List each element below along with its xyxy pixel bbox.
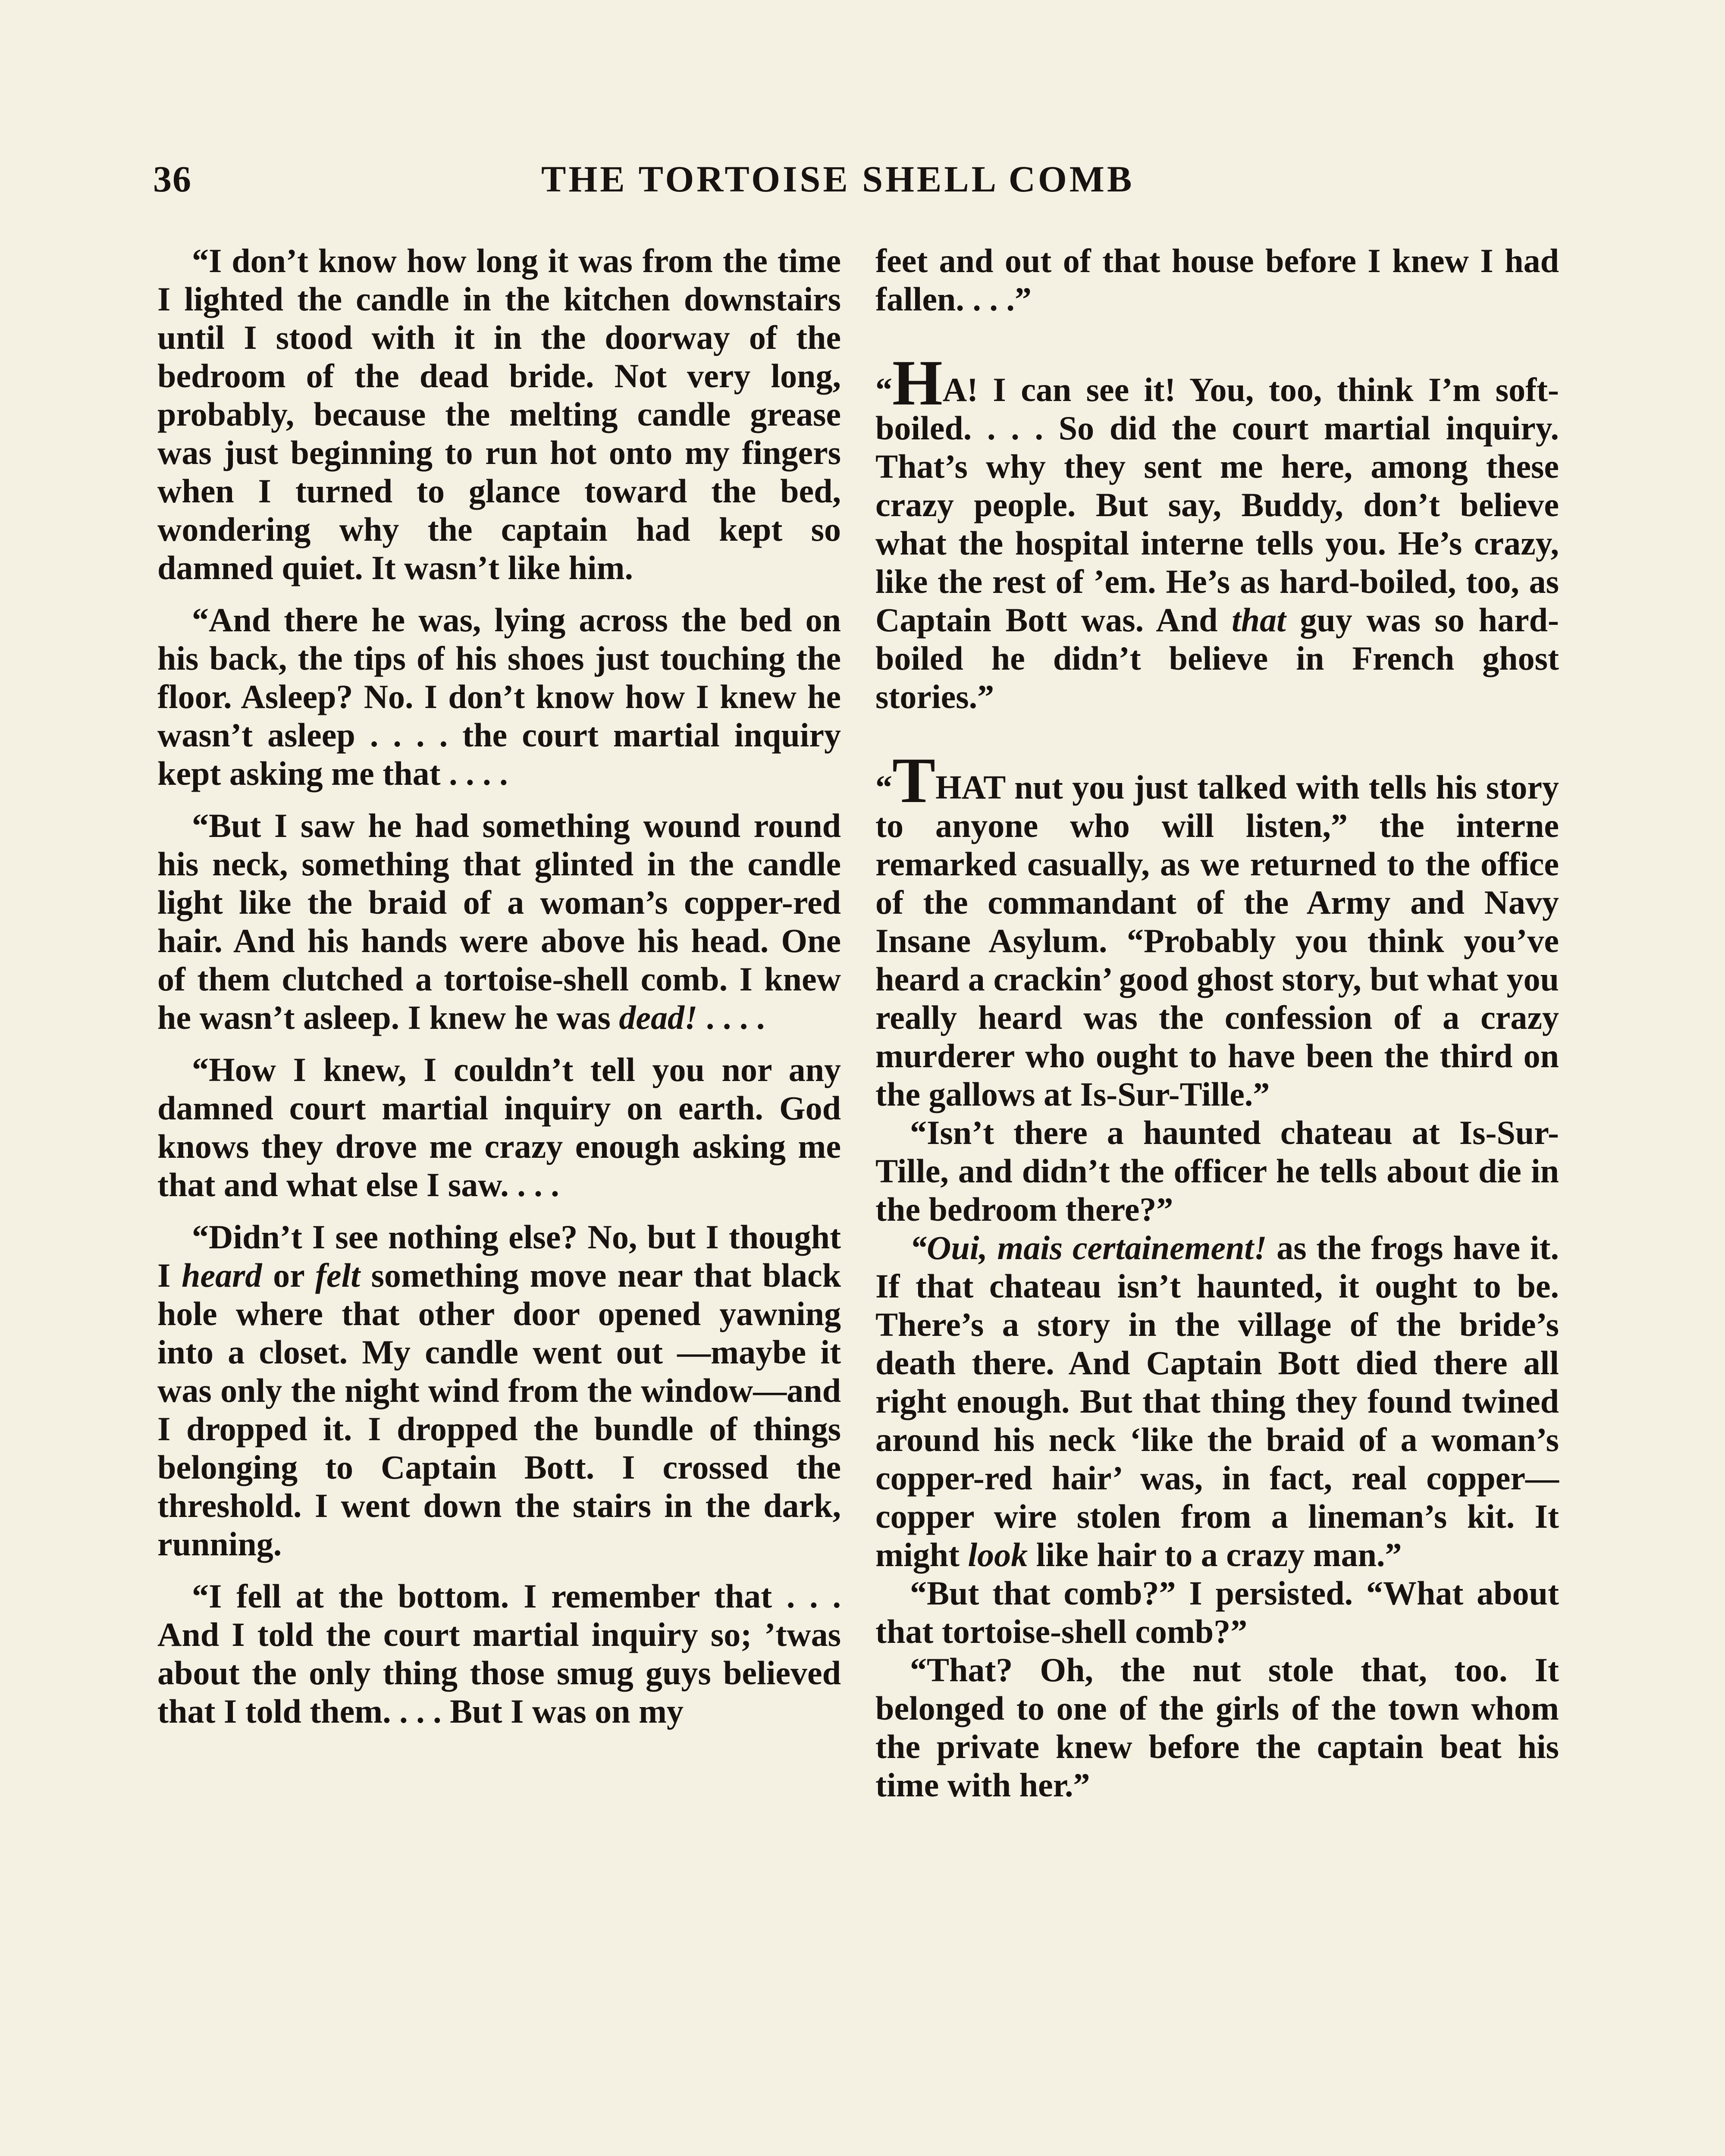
left-column: [157, 241, 841, 1730]
italic-text: that: [1232, 601, 1286, 639]
paragraph: “And there he was, lying across the bed on his back, the tips of his shoes just touching the floor. Asleep? No. I don’t know how I knew he wasn’t asleep . . . . the court martial inquiry kept asking me that . . . .: [157, 601, 841, 792]
drop-cap: T: [892, 745, 936, 816]
paragraph-text: “Didn’t I see nothing else? No, but I thought I: [157, 1218, 841, 1294]
running-title: THE TORTOISE SHELL COMB: [541, 158, 1135, 200]
paragraph-text: as the frogs have it. If that chateau isn’t haunted, it ought to be. There’s a story in the village of the bride’s death there. And Captain Bott died there all right enough. But that thing they found twined around his neck ‘like the braid of a woman’s copper-red hair’ was, in fact, real copper—copper wire stolen from a lineman’s kit. It might: [875, 1229, 1559, 1573]
paragraph: [875, 1228, 1559, 1574]
paragraph-text: something move near that black hole where that other door opened yawning into a closet. My candle went out —maybe it was only the night wind from the window—and I dropped it. I dropped the bundle of things belonging to Captain Bott. I crossed the threshold. I went down the stairs in the dark, running.: [157, 1257, 841, 1563]
italic-text: felt: [315, 1257, 360, 1294]
italic-text: heard: [182, 1257, 262, 1294]
paragraph-text: A! I can see it! You, too, think I’m soft-boiled. . . . So did the court martial inquiry. That’s why they sent me here, among these crazy people. But say, Buddy, don’t believe what the hospital interne tells you. He’s crazy, like the rest of ’em. He’s as hard-boiled, too, as Captain Bott was. And: [875, 371, 1559, 639]
paragraph-text: . . . .: [697, 999, 765, 1036]
paragraph: “Isn’t there a haunted chateau at Is-Sur-Tille, and didn’t the officer he tells about die in the bedroom there?”: [875, 1114, 1559, 1228]
right-column: [875, 241, 1559, 1804]
italic-text: dead!: [619, 999, 698, 1036]
paragraph: [157, 1218, 841, 1563]
paragraph: “How I knew, I couldn’t tell you nor any damned court martial inquiry on earth. God knows they drove me crazy enough asking me that and what else I saw. . . .: [157, 1051, 841, 1203]
drop-cap: H: [892, 347, 943, 419]
section-opening-paragraph: [875, 745, 1559, 1113]
page-number: 36: [153, 158, 192, 200]
paragraph: “I don’t know how long it was from the time I lighted the candle in the kitchen downstairs until I stood with it in the doorway of the bedroom of the dead bride. Not very long, probably, because the melting candle grease was just beginning to run hot onto my fingers when I turned to glance toward the bed, wondering why the captain had kept so damned quiet. It wasn’t like him.: [157, 242, 841, 586]
paragraph: “But that comb?” I persisted. “What about that tortoise-shell comb?”: [875, 1574, 1559, 1650]
paragraph-text: like hair to a crazy man.”: [1028, 1536, 1402, 1573]
page-header: [153, 157, 1576, 209]
paragraph: “I fell at the bottom. I remember that . . . And I told the court martial inquiry so; ’twas about the only thing those smug guys believed that I told them. . . . But I was on my: [157, 1577, 841, 1730]
opening-quote: “: [875, 371, 892, 408]
paragraph-text: guy was so hard-boiled he didn’t believe in French ghost stories.”: [875, 601, 1559, 715]
opening-quote: “: [875, 768, 892, 806]
paragraph-text: “But I saw he had something wound round his neck, something that glinted in the candle light like the braid of a woman’s copper-red hair. And his hands were above his head. One of them clutched a tortoise-shell comb. I knew he wasn’t asleep. I knew he was: [157, 807, 841, 1036]
paragraph: “That? Oh, the nut stole that, too. It belonged to one of the girls of the town whom the private knew before the captain beat his time with her.”: [875, 1651, 1559, 1804]
section-opening-paragraph: [875, 347, 1559, 716]
paragraph-text: or: [262, 1257, 316, 1294]
paragraph-text: HAT nut you just talked with tells his story to anyone who will listen,” the interne remarked casually, as we returned to the office of the commandant of the Army and Navy Insane Asylum. “Probably you think you’ve heard a crackin’ good ghost story, but what you really heard was the confession of a crazy murderer who ought to have been the third on the gallows at Is-Sur-Tille.”: [875, 768, 1559, 1113]
italic-text: look: [968, 1536, 1028, 1573]
italic-text: “Oui, mais certainement!: [910, 1229, 1267, 1266]
paragraph: [157, 806, 841, 1037]
paragraph: feet and out of that house before I knew I had fallen. . . .”: [875, 242, 1559, 318]
